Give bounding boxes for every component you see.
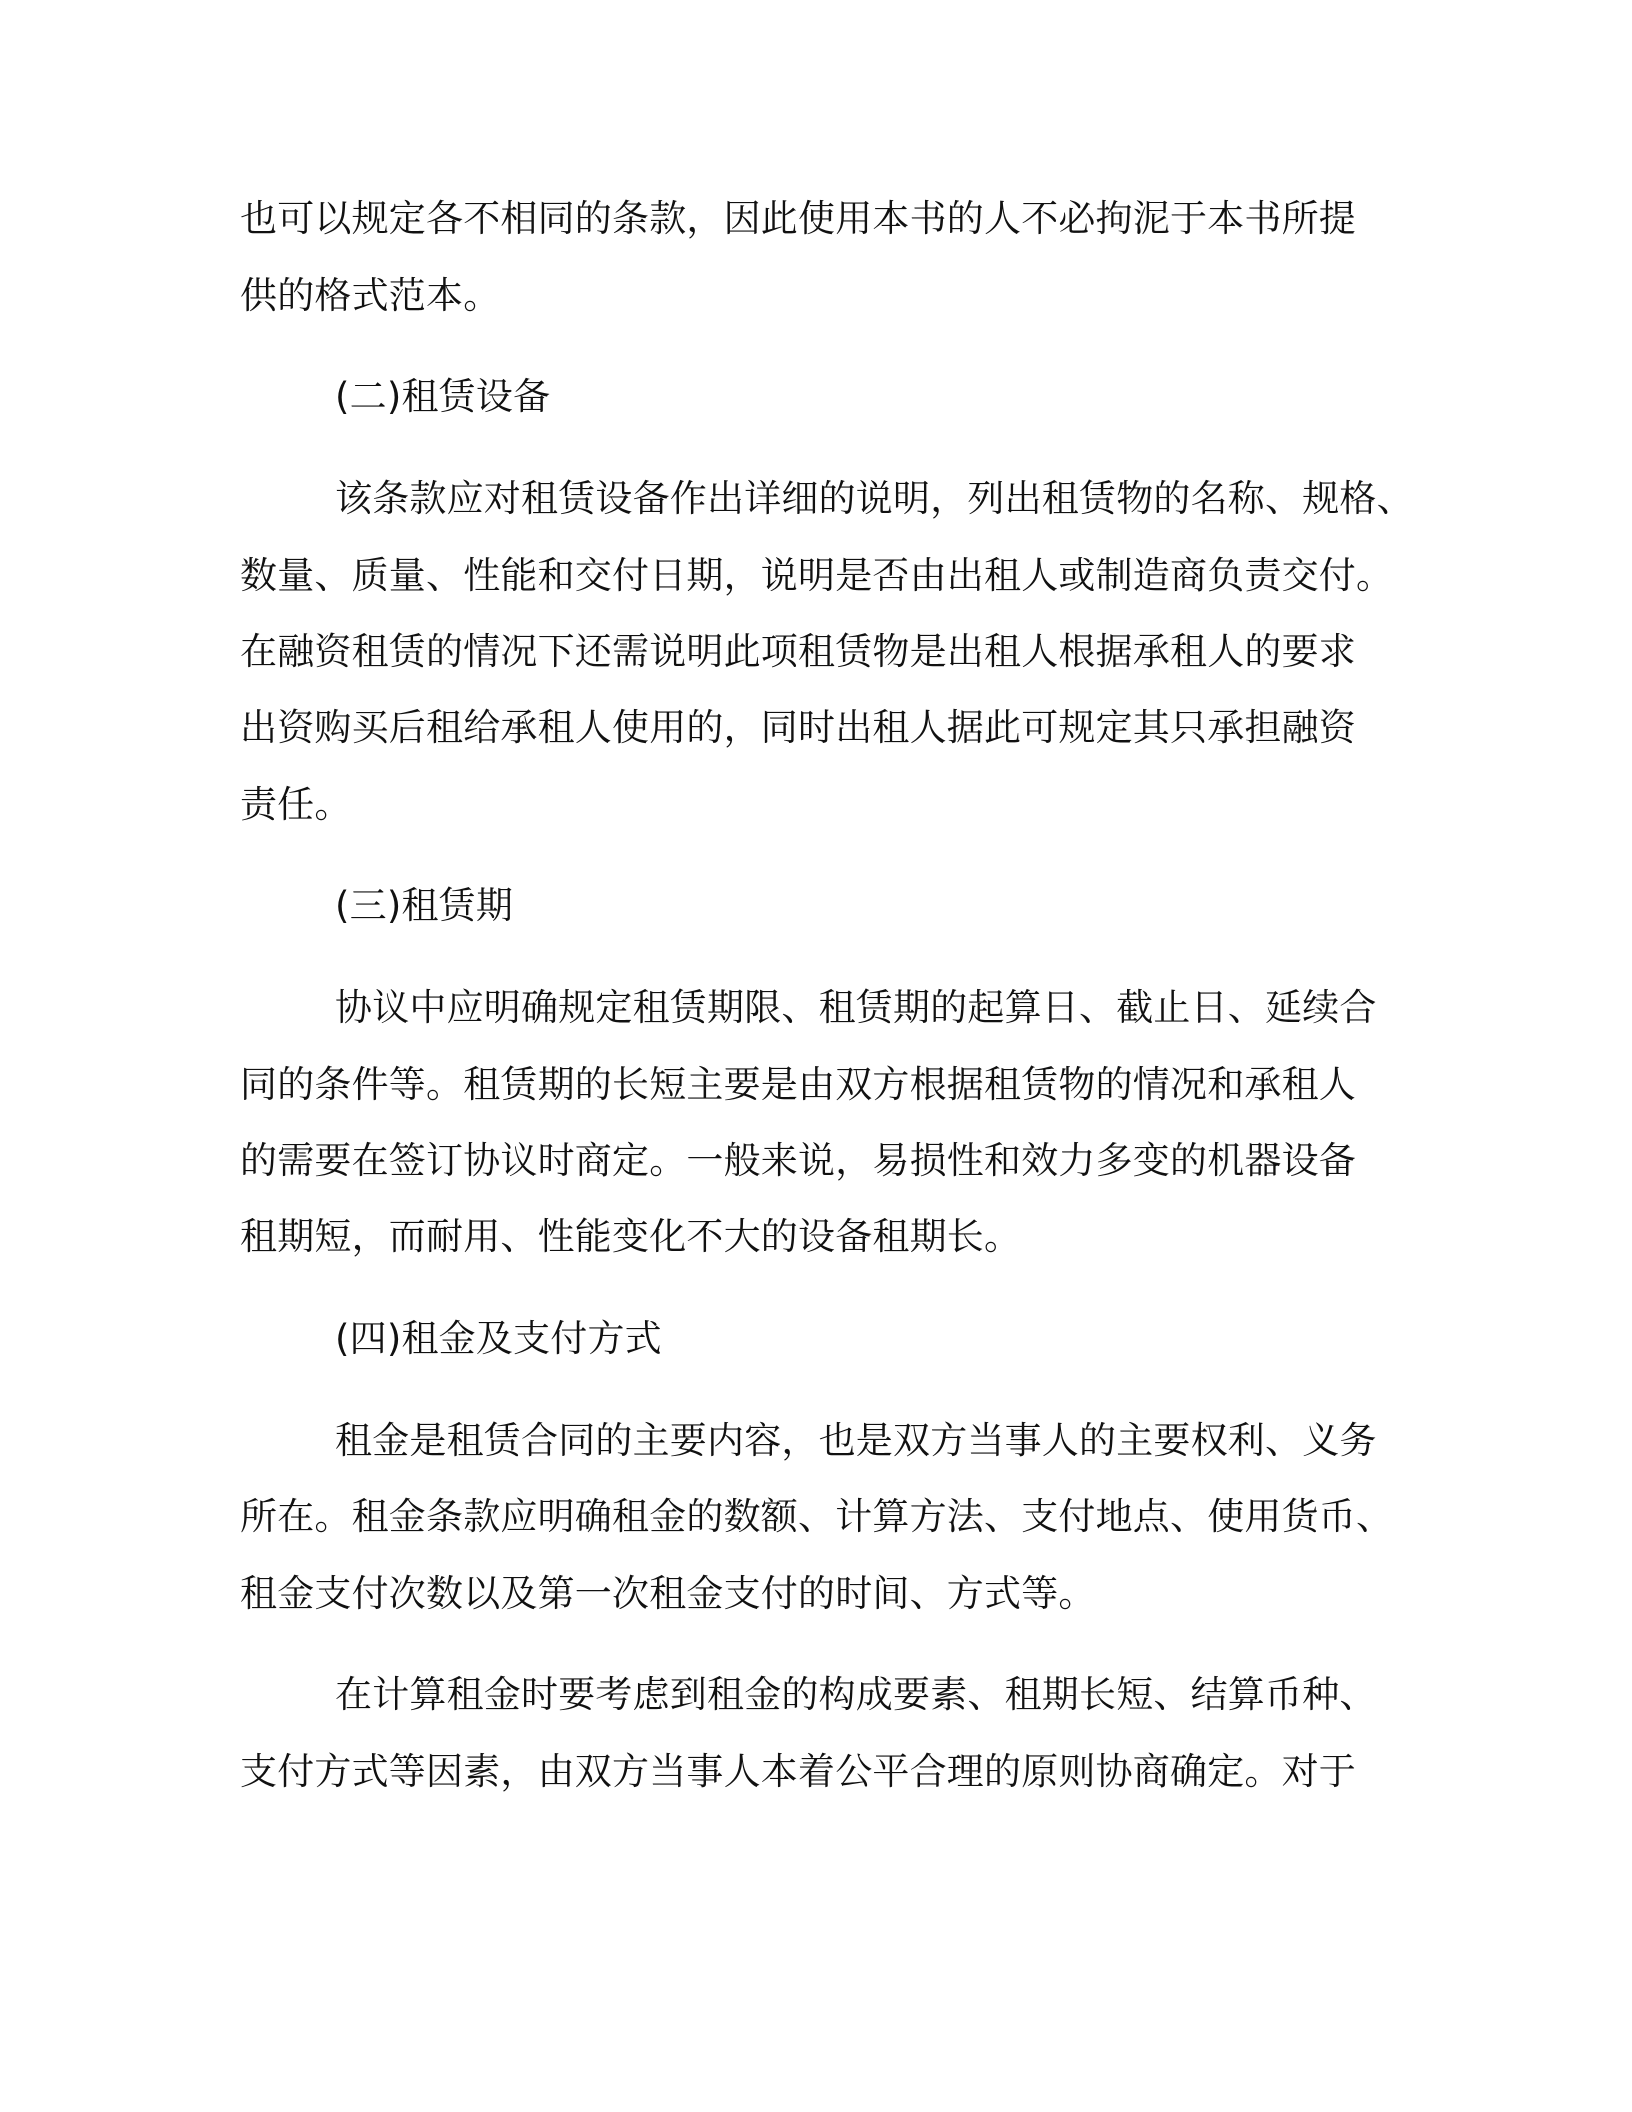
paragraph-first-line: 在计算租金时要考虑到租金的构成要素、租期长短、结算币种、: [335, 1673, 1377, 1716]
section-heading: (四)租金及支付方式: [335, 1317, 662, 1360]
body-text-line: 数量、质量、性能和交付日期，说明是否由出租人或制造商负责交付。: [240, 554, 1394, 597]
body-text-line: 责任。: [240, 783, 352, 826]
body-text-line: 供的格式范本。: [240, 274, 501, 317]
body-text-line: 出资购买后租给承租人使用的，同时出租人据此可规定其只承担融资: [240, 706, 1356, 749]
body-text-line: 在融资租赁的情况下还需说明此项租赁物是出租人根据承租人的要求: [240, 630, 1356, 673]
body-text-line: 租期短，而耐用、性能变化不大的设备租期长。: [240, 1215, 1022, 1258]
paragraph-first-line: 租金是租赁合同的主要内容，也是双方当事人的主要权利、义务: [335, 1419, 1377, 1462]
section-heading: (三)租赁期: [335, 884, 514, 927]
body-text-line: 同的条件等。租赁期的长短主要是由双方根据租赁物的情况和承租人: [240, 1063, 1356, 1106]
body-text-line: 租金支付次数以及第一次租金支付的时间、方式等。: [240, 1572, 1096, 1615]
paragraph-first-line: 该条款应对租赁设备作出详细的说明，列出租赁物的名称、规格、: [335, 477, 1414, 520]
body-text-line: 的需要在签订协议时商定。一般来说，易损性和效力多变的机器设备: [240, 1139, 1356, 1182]
section-heading: (二)租赁设备: [335, 375, 551, 418]
body-text-line: 所在。租金条款应明确租金的数额、计算方法、支付地点、使用货币、: [240, 1495, 1394, 1538]
body-text-line: 也可以规定各不相同的条款，因此使用本书的人不必拘泥于本书所提: [240, 197, 1356, 240]
body-text-line: 支付方式等因素，由双方当事人本着公平合理的原则协商确定。对于: [240, 1750, 1356, 1793]
paragraph-first-line: 协议中应明确规定租赁期限、租赁期的起算日、截止日、延续合: [335, 986, 1377, 1029]
